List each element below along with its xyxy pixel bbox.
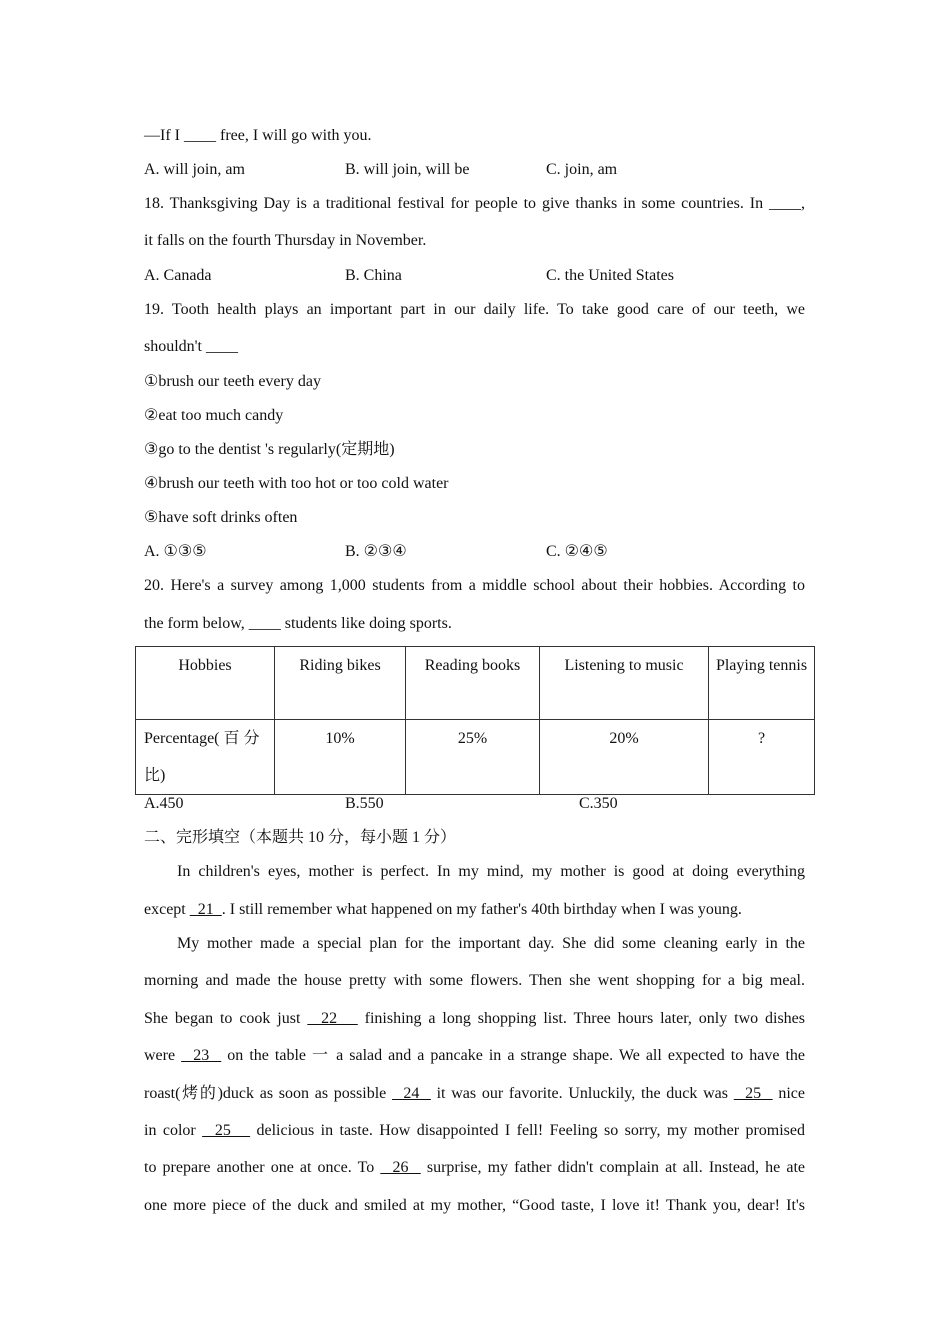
passage-line xyxy=(144,1120,805,1142)
passage-line: one more piece of the duck and smiled at my mother, “Good taste, I love it! Thank you, dear! It's xyxy=(144,1197,805,1214)
q20-line2: the form below, ____ students like doing sports. xyxy=(144,615,452,632)
option-a: A. will join, am xyxy=(144,161,245,178)
q20-line1: 20. Here's a survey among 1,000 students from a middle school about their hobbies. According to xyxy=(144,577,805,594)
passage-line xyxy=(144,1157,805,1179)
table-cell: ? xyxy=(709,720,815,795)
table-header-row xyxy=(136,647,815,720)
option-c: C. the United States xyxy=(546,267,674,284)
blank-22: 22 xyxy=(307,1010,358,1027)
option-b: B. China xyxy=(345,267,402,284)
table-cell: Hobbies xyxy=(136,647,275,720)
q19-options xyxy=(144,541,805,563)
table-cell: Percentage( 百 分 比) xyxy=(136,720,275,795)
blank-21: 21 xyxy=(189,901,222,918)
option-c: C. ②④⑤ xyxy=(546,543,608,560)
text: surprise, my father didn't complain at all. Instead, he ate xyxy=(420,1159,805,1176)
q18-line1: 18. Thanksgiving Day is a traditional festival for people to give thanks in some countries. In ____, xyxy=(144,195,805,212)
text: She began to cook just xyxy=(144,1010,308,1027)
table-cell: 25% xyxy=(406,720,540,795)
text: to prepare another one at once. To xyxy=(144,1159,381,1176)
table-row xyxy=(136,720,815,795)
table-cell: Riding bikes xyxy=(275,647,406,720)
text: roast(烤的)duck as soon as possible xyxy=(144,1085,392,1102)
q17-line: —If I ____ free, I will go with you. xyxy=(144,127,372,144)
blank-23: 23 xyxy=(181,1047,222,1064)
table-cell: 20% xyxy=(540,720,709,795)
option-b: B.550 xyxy=(345,795,384,812)
option-b: B. will join, will be xyxy=(345,161,470,178)
text: delicious in taste. How disappointed I fell! Feeling so sorry, my mother promised xyxy=(250,1122,805,1139)
passage-line: My mother made a special plan for the important day. She did some cleaning early in the xyxy=(177,935,805,952)
option-a: A.450 xyxy=(144,795,184,812)
option-a: A. ①③⑤ xyxy=(144,543,207,560)
section-heading: 二、完形填空（本题共 10 分，每小题 1 分） xyxy=(144,829,457,846)
q19-line2: shouldn't ____ xyxy=(144,338,238,355)
table-cell: Reading books xyxy=(406,647,540,720)
text: were xyxy=(144,1047,182,1064)
blank-25b: 25 xyxy=(202,1122,251,1139)
passage-line xyxy=(144,1083,805,1105)
passage-line: morning and made the house pretty with some flowers. Then she went shopping for a big meal. xyxy=(144,972,805,989)
passage-line: In children's eyes, mother is perfect. In my mind, my mother is good at doing everything xyxy=(177,863,805,880)
text: it was our favorite. Unluckily, the duck was xyxy=(430,1085,734,1102)
q18-options xyxy=(144,265,805,287)
table-cell: Playing tennis xyxy=(709,647,815,720)
q19-item: ⑤have soft drinks often xyxy=(144,509,298,526)
q20-options xyxy=(144,793,805,815)
blank-24: 24 xyxy=(391,1085,431,1102)
blank-25: 25 xyxy=(733,1085,773,1102)
q19-item: ①brush our teeth every day xyxy=(144,373,321,390)
hobbies-table xyxy=(135,646,815,795)
table-cell: 10% xyxy=(275,720,406,795)
q19-item: ②eat too much candy xyxy=(144,407,284,424)
option-c: C.350 xyxy=(579,795,618,812)
table-cell: Listening to music xyxy=(540,647,709,720)
text: in color xyxy=(144,1122,203,1139)
text: except xyxy=(144,901,190,918)
text: . I still remember what happened on my father's 40th birthday when I was young. xyxy=(221,901,742,918)
q18-line2: it falls on the fourth Thursday in November. xyxy=(144,232,427,249)
q17-options xyxy=(144,159,805,181)
option-a: A. Canada xyxy=(144,267,212,284)
passage-line xyxy=(144,1045,805,1067)
passage-line xyxy=(144,1008,805,1030)
option-c: C. join, am xyxy=(546,161,618,178)
blank-26: 26 xyxy=(380,1159,421,1176)
q19-item: ③go to the dentist 's regularly(定期地) xyxy=(144,441,395,458)
text: nice xyxy=(772,1085,805,1102)
text: finishing a long shopping list. Three hours later, only two dishes xyxy=(357,1010,805,1027)
q19-item: ④brush our teeth with too hot or too cold water xyxy=(144,475,449,492)
q19-line1: 19. Tooth health plays an important part in our daily life. To take good care of our teeth, we xyxy=(144,301,805,318)
passage-line xyxy=(144,899,805,921)
option-b: B. ②③④ xyxy=(345,543,407,560)
text: on the table 一 a salad and a pancake in a strange shape. We all expected to have the xyxy=(221,1047,805,1064)
